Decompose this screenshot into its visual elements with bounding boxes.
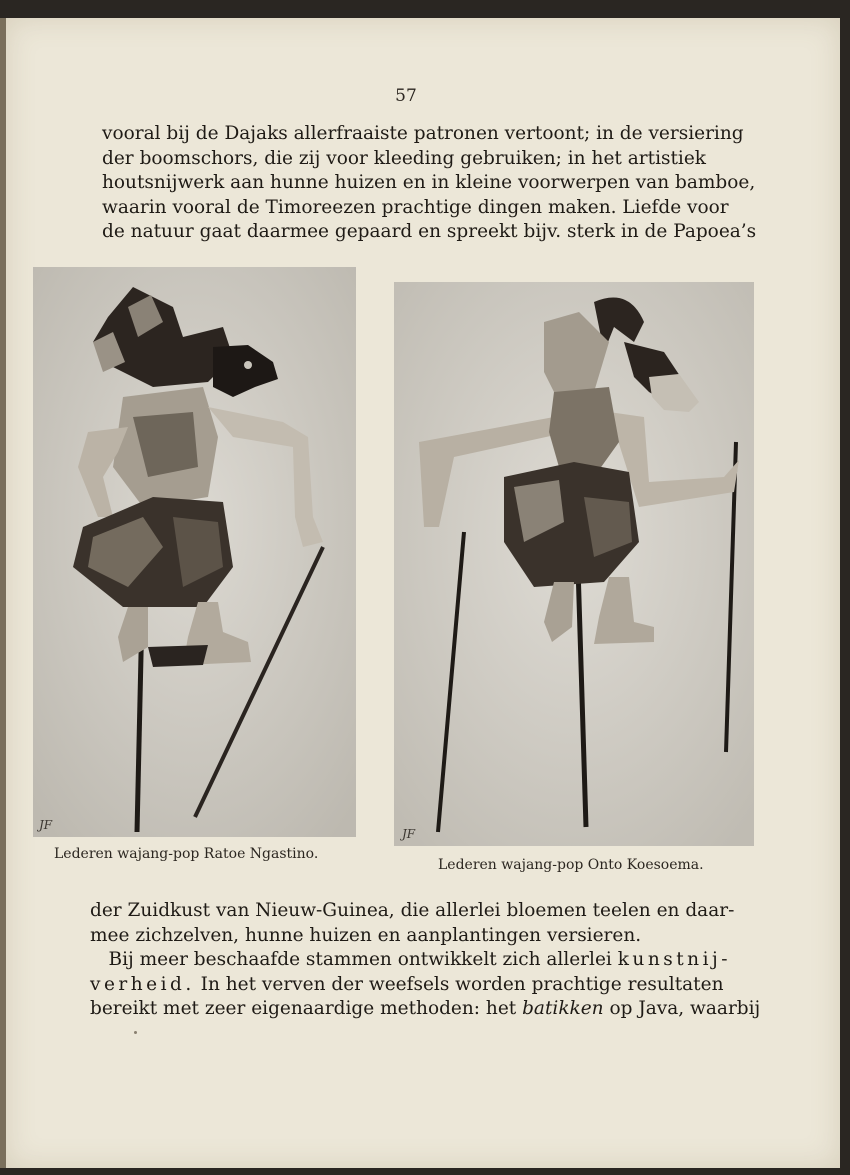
artist-monogram: JF [402, 827, 416, 841]
text-line: waarin vooral de Timoreezen prachtige dingen maken. Liefde voor [102, 196, 729, 218]
book-page [6, 18, 840, 1168]
text-line: houtsnijwerk aan hunne huizen en in kleine voorwerpen van bamboe, [102, 172, 756, 193]
emphasized-term: kunstnij- [617, 949, 731, 970]
text-span: bereikt met zeer eigenaardige methoden: het [90, 998, 517, 1019]
artist-monogram: JF [39, 818, 53, 832]
text-line [90, 997, 761, 1022]
text-line: der boomschors, die zij voor kleeding gebruiken; in het artistiek [102, 147, 706, 169]
figure-plate-right [394, 282, 754, 846]
figure-caption-right: Lederen wajang-pop Onto Koesoema. [438, 857, 704, 873]
text-line: vooral bij de Dajaks allerfraaiste patronen vertoont; in de versiering [102, 123, 744, 144]
text-line: mee zichzelven, hunne huizen en aanplantingen versieren. [90, 924, 642, 946]
figure-caption-left: Lederen wajang-pop Ratoe Ngastino. [54, 846, 319, 862]
figure-plate-left [33, 267, 356, 837]
text-line [90, 948, 731, 973]
wajang-puppet-ratoe-ngastino-illustration [33, 267, 356, 837]
paragraph-bottom [90, 899, 761, 1022]
text-line: de natuur gaat daarmee gepaard en spreekt bijv. sterk in de Papoea’s [102, 221, 757, 242]
wajang-puppet-onto-koesoema-illustration [394, 282, 754, 846]
text-span: Bij meer beschaafde stammen ontwikkelt zich allerlei [108, 949, 612, 970]
paragraph-top [102, 122, 757, 245]
ink-speck [134, 1031, 137, 1034]
emphasized-term: verheid. [90, 973, 195, 995]
text-span: op Java, waarbij [609, 998, 761, 1019]
page-number: 57 [395, 86, 417, 106]
text-line: der Zuidkust van Nieuw-Guinea, die allerlei bloemen teelen en daar- [90, 900, 735, 921]
italic-term: batikken [522, 998, 604, 1019]
text-span: In het verven der weefsels worden prachtige resultaten [200, 973, 724, 995]
text-line [90, 973, 724, 998]
